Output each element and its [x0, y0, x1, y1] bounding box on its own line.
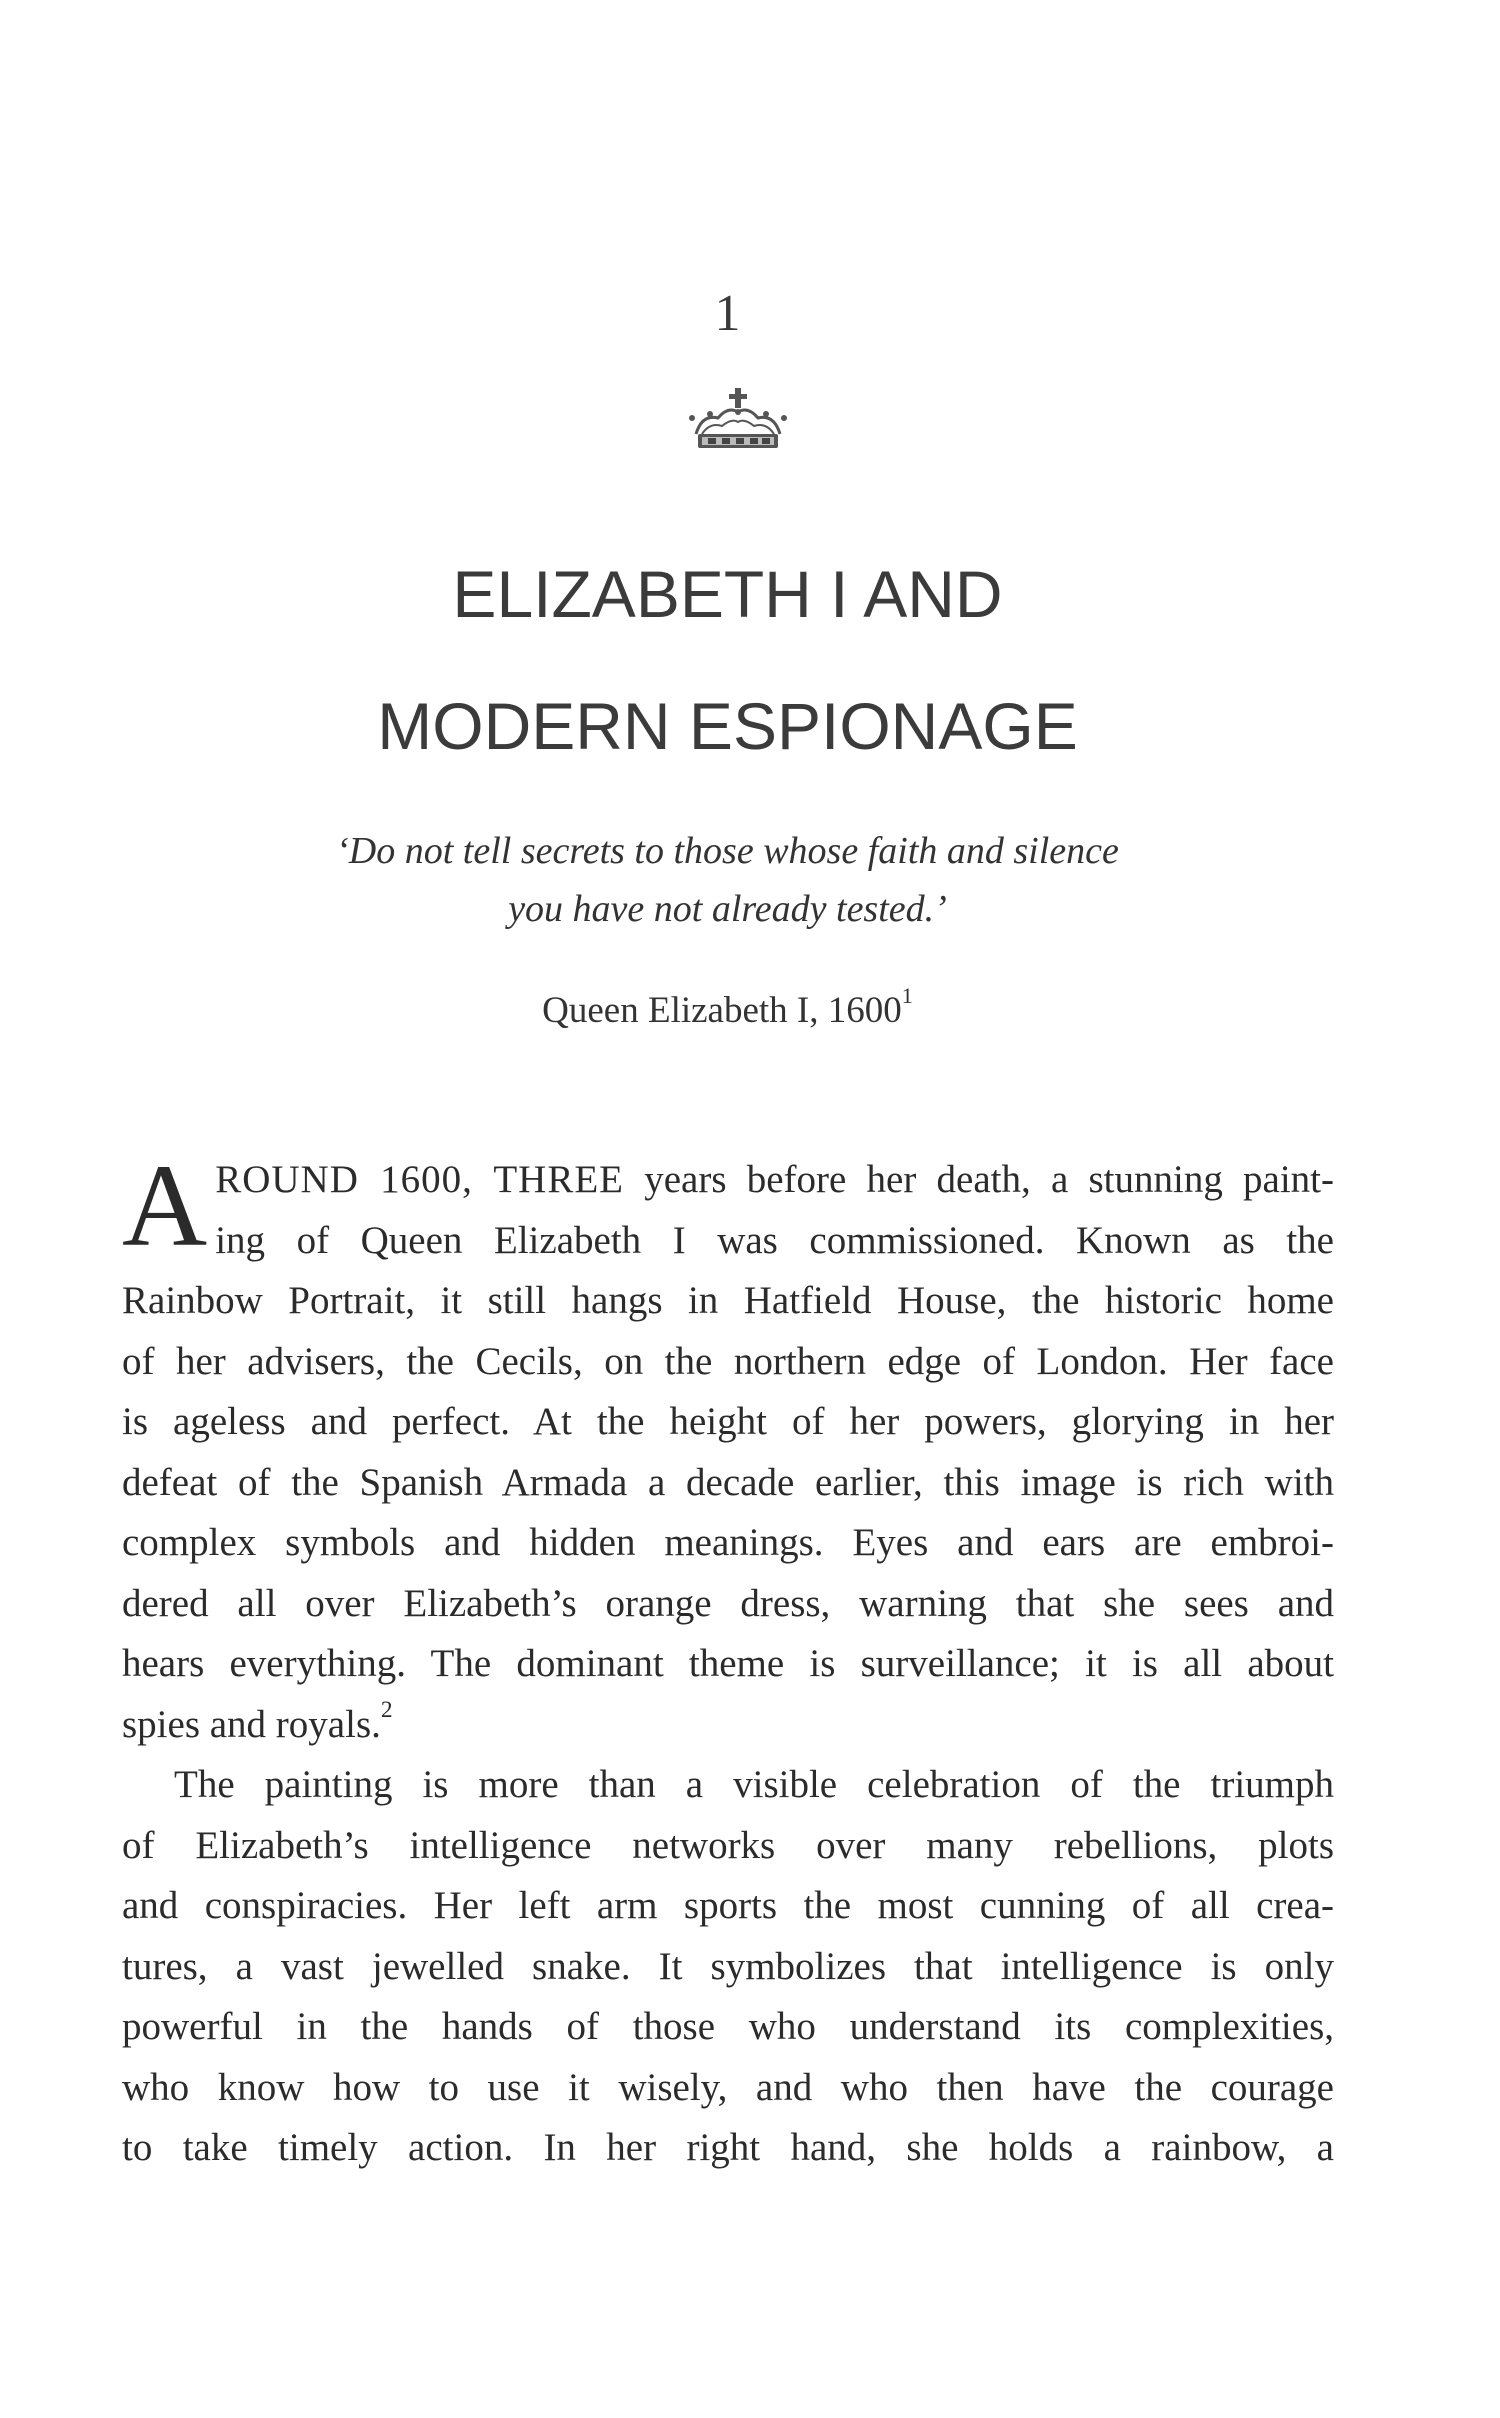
- body-line: of her advisers, the Cecils, on the northern edge of London. Her face: [122, 1339, 1334, 1383]
- body-line: is ageless and perfect. At the height of her powers, glorying in her: [122, 1400, 1334, 1443]
- epigraph: [0, 822, 1455, 938]
- chapter-title: [0, 528, 1455, 792]
- body-line: of Elizabeth’s intelligence networks over many rebellions, plots: [122, 1823, 1334, 1867]
- epigraph-line-2: you have not already tested.’: [508, 888, 947, 930]
- attribution-text: Queen Elizabeth I, 1600: [542, 990, 902, 1031]
- body-line: complex symbols and hidden meanings. Eyes and ears are embroi-: [122, 1521, 1334, 1564]
- body-line-text: spies and royals.: [122, 1702, 381, 1746]
- footnote-ref-1: 1: [901, 983, 913, 1009]
- body-line-text: years before her death, a stunning paint-: [624, 1158, 1334, 1201]
- body-line: [122, 1695, 1334, 1756]
- paragraph-1-tail: [122, 1271, 1334, 1755]
- chapter-number: 1: [714, 285, 741, 342]
- paragraph-2: [122, 1755, 1334, 2179]
- footnote-ref-2: 2: [380, 1696, 393, 1723]
- body-line: The painting is more than a visible celebration of the triumph: [174, 1763, 1334, 1806]
- body-text: [122, 1140, 1334, 2179]
- drop-cap: A: [122, 1140, 208, 1271]
- epigraph-line-1: ‘Do not tell secrets to those whose faith and silence: [336, 830, 1119, 872]
- chapter-title-line-2: MODERN ESPIONAGE: [377, 689, 1078, 763]
- epigraph-attribution: [0, 983, 1455, 1036]
- body-line: to take timely action. In her right hand, she holds a rainbow, a: [122, 2126, 1334, 2169]
- body-line: hears everything. The dominant theme is surveillance; it is all about: [122, 1642, 1334, 1685]
- chapter-title-line-1: ELIZABETH I AND: [452, 557, 1003, 631]
- body-line: defeat of the Spanish Armada a decade earlier, this image is rich with: [122, 1460, 1334, 1504]
- body-line: and conspiracies. Her left arm sports the most cunning of all crea-: [122, 1884, 1334, 1927]
- body-line: tures, a vast jewelled snake. It symbolizes that intelligence is only: [122, 1944, 1334, 1988]
- body-line: who know how to use it wisely, and who then have the courage: [122, 2065, 1334, 2109]
- body-line: Rainbow Portrait, it still hangs in Hatfield House, the historic home: [122, 1279, 1334, 1322]
- crown-icon: [688, 388, 788, 460]
- opening-small-caps: ROUND 1600, THREE: [215, 1158, 625, 1201]
- body-line: [122, 1150, 1334, 1211]
- body-line: dered all over Elizabeth’s orange dress, warning that she sees and: [122, 1581, 1334, 1625]
- body-line: ing of Queen Elizabeth I was commissioned. Known as the: [215, 1218, 1334, 1262]
- body-line: powerful in the hands of those who understand its complexities,: [122, 2005, 1334, 2048]
- paragraph-1: [122, 1140, 1334, 1755]
